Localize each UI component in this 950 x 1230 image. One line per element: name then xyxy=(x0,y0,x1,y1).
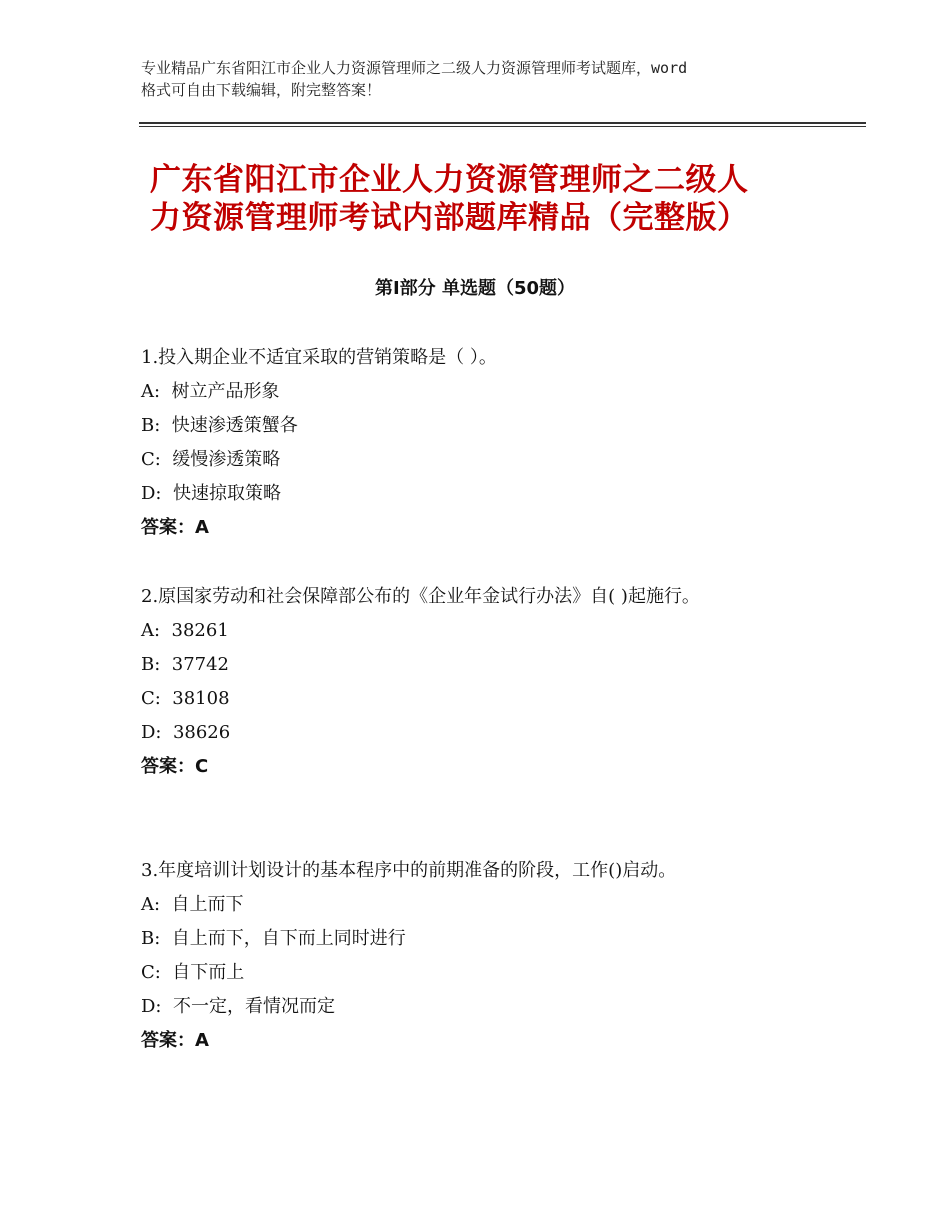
question-stem: 3.年度培训计划设计的基本程序中的前期准备的阶段，工作()启动。 xyxy=(141,860,677,881)
header-divider-thin xyxy=(139,126,866,127)
document-title-line-1: 广东省阳江市企业人力资源管理师之二级人 xyxy=(150,162,749,198)
option-b: B: 37742 xyxy=(141,654,229,675)
option-c: C: 缓慢渗透策略 xyxy=(141,449,281,470)
option-a: A: 38261 xyxy=(141,620,229,641)
option-c: C: 自下而上 xyxy=(141,962,245,983)
option-a: A: 自上而下 xyxy=(141,894,244,915)
header-note-line-1: 专业精品广东省阳江市企业人力资源管理师之二级人力资源管理师考试题库，word xyxy=(141,59,688,77)
document-title xyxy=(150,161,830,237)
question-3 xyxy=(141,854,821,1058)
option-b: B: 快速渗透策蟹各 xyxy=(141,415,298,436)
question-2 xyxy=(141,580,821,784)
option-d: D: 不一定，看情况而定 xyxy=(141,996,335,1017)
header-note xyxy=(141,57,821,101)
header-note-line-2: 格式可自由下载编辑，附完整答案！ xyxy=(141,81,382,99)
option-a: A: 树立产品形象 xyxy=(141,381,280,402)
option-b: B: 自上而下，自下而上同时进行 xyxy=(141,928,406,949)
document-title-line-2: 力资源管理师考试内部题库精品（完整版） xyxy=(150,200,749,236)
option-c: C: 38108 xyxy=(141,688,230,709)
section-title: 第Ⅰ部分 单选题（50题） xyxy=(374,278,575,299)
question-1 xyxy=(141,341,821,545)
option-d: D: 38626 xyxy=(141,722,231,743)
answer-label: 答案：A xyxy=(141,1030,209,1051)
question-stem: 1.投入期企业不适宜采取的营销策略是（ ）。 xyxy=(141,347,497,368)
option-d: D: 快速掠取策略 xyxy=(141,483,281,504)
answer-label: 答案：C xyxy=(141,756,209,777)
header-divider-thick xyxy=(139,122,866,124)
question-stem: 2.原国家劳动和社会保障部公布的《企业年金试行办法》自( )起施行。 xyxy=(141,586,700,607)
answer-label: 答案：A xyxy=(141,517,209,538)
